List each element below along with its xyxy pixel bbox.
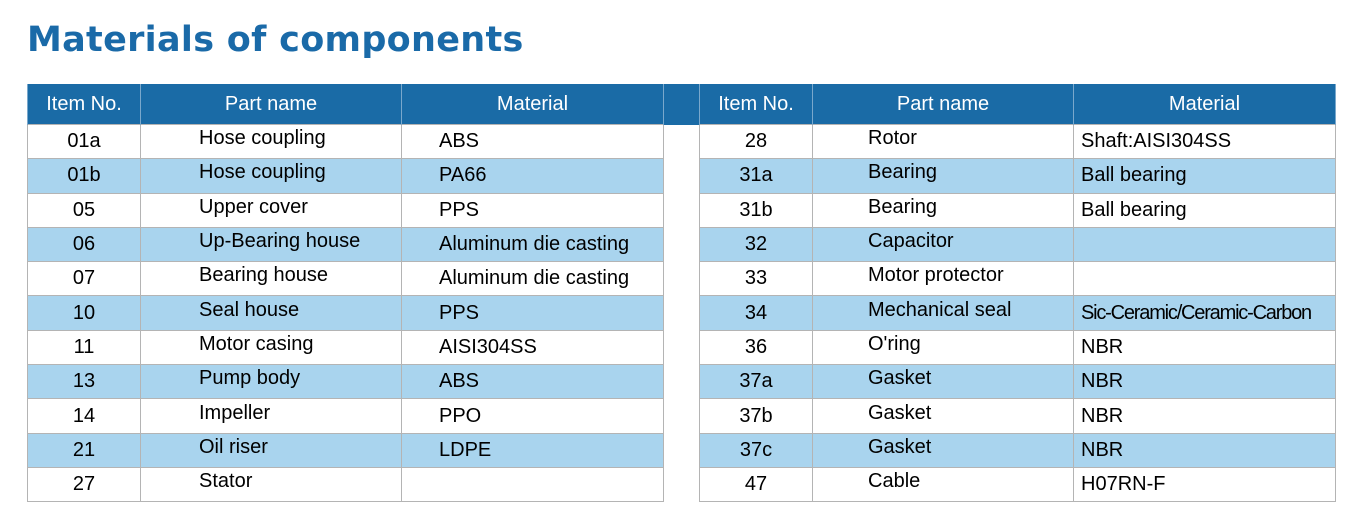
part-name-text: Pump body bbox=[199, 367, 301, 390]
item-no-cell: 13 bbox=[28, 365, 141, 399]
table-row bbox=[28, 125, 664, 159]
part-name-cell bbox=[141, 365, 402, 399]
material-cell: ABS bbox=[402, 365, 664, 399]
header-part-name: Part name bbox=[813, 84, 1074, 125]
material-cell: PA66 bbox=[402, 159, 664, 193]
table-row bbox=[700, 125, 1336, 159]
item-no-cell: 28 bbox=[700, 125, 813, 159]
material-cell bbox=[1074, 227, 1336, 261]
page-title: Materials of components bbox=[27, 20, 524, 60]
item-no-cell: 01b bbox=[28, 159, 141, 193]
part-name-text: Bearing bbox=[868, 161, 937, 184]
part-name-cell bbox=[813, 433, 1074, 467]
item-no-cell: 05 bbox=[28, 193, 141, 227]
item-no-cell: 31a bbox=[700, 159, 813, 193]
part-name-text: Upper cover bbox=[199, 195, 308, 218]
table-header-row bbox=[28, 84, 664, 125]
table-row bbox=[28, 262, 664, 296]
part-name-text: Bearing house bbox=[199, 264, 328, 287]
table-row bbox=[700, 433, 1336, 467]
table-row bbox=[700, 227, 1336, 261]
table-row bbox=[28, 330, 664, 364]
part-name-text: O'ring bbox=[868, 332, 921, 355]
item-no-cell: 06 bbox=[28, 227, 141, 261]
material-cell: NBR bbox=[1074, 330, 1336, 364]
item-no-cell: 14 bbox=[28, 399, 141, 433]
part-name-text: Impeller bbox=[199, 401, 271, 424]
table-row bbox=[28, 227, 664, 261]
table-row bbox=[700, 365, 1336, 399]
part-name-text: Stator bbox=[199, 470, 253, 493]
material-cell: NBR bbox=[1074, 399, 1336, 433]
part-name-text: Cable bbox=[868, 470, 921, 493]
material-cell: H07RN-F bbox=[1074, 467, 1336, 501]
material-cell bbox=[1074, 262, 1336, 296]
part-name-cell bbox=[141, 262, 402, 296]
part-name-cell bbox=[813, 467, 1074, 501]
material-cell: NBR bbox=[1074, 433, 1336, 467]
header-item-no: Item No. bbox=[700, 84, 813, 125]
table-row bbox=[700, 399, 1336, 433]
part-name-cell bbox=[813, 125, 1074, 159]
part-name-cell bbox=[813, 330, 1074, 364]
item-no-cell: 37c bbox=[700, 433, 813, 467]
item-no-cell: 10 bbox=[28, 296, 141, 330]
material-cell: PPS bbox=[402, 296, 664, 330]
header-part-name: Part name bbox=[141, 84, 402, 125]
part-name-text: Motor casing bbox=[199, 332, 314, 355]
item-no-cell: 47 bbox=[700, 467, 813, 501]
table-row bbox=[700, 262, 1336, 296]
part-name-cell bbox=[141, 159, 402, 193]
material-cell bbox=[1074, 296, 1336, 330]
part-name-cell bbox=[141, 227, 402, 261]
material-cell: AISI304SS bbox=[402, 330, 664, 364]
part-name-text: Motor protector bbox=[868, 264, 1004, 287]
material-cell: PPS bbox=[402, 193, 664, 227]
part-name-text: Seal house bbox=[199, 298, 300, 321]
item-no-cell: 34 bbox=[700, 296, 813, 330]
material-cell: Ball bearing bbox=[1074, 193, 1336, 227]
item-no-cell: 31b bbox=[700, 193, 813, 227]
part-name-text: Gasket bbox=[868, 401, 932, 424]
table-row bbox=[700, 296, 1336, 330]
material-cell bbox=[402, 467, 664, 501]
table-header-separator bbox=[663, 84, 699, 125]
table-row bbox=[28, 193, 664, 227]
item-no-cell: 37a bbox=[700, 365, 813, 399]
material-cell: Ball bearing bbox=[1074, 159, 1336, 193]
part-name-text: Hose coupling bbox=[199, 161, 326, 184]
item-no-cell: 32 bbox=[700, 227, 813, 261]
material-cell: Shaft:AISI304SS bbox=[1074, 125, 1336, 159]
part-name-text: Oil riser bbox=[199, 435, 268, 458]
materials-table-left bbox=[27, 84, 664, 502]
table-row bbox=[28, 433, 664, 467]
part-name-text: Gasket bbox=[868, 367, 932, 390]
item-no-cell: 37b bbox=[700, 399, 813, 433]
materials-table-right bbox=[699, 84, 1336, 502]
item-no-cell: 11 bbox=[28, 330, 141, 364]
table-row bbox=[700, 193, 1336, 227]
header-material: Material bbox=[1074, 84, 1336, 125]
part-name-text: Rotor bbox=[868, 127, 917, 150]
material-cell: PPO bbox=[402, 399, 664, 433]
part-name-cell bbox=[813, 227, 1074, 261]
part-name-cell bbox=[813, 159, 1074, 193]
item-no-cell: 27 bbox=[28, 467, 141, 501]
table-row bbox=[28, 467, 664, 501]
header-item-no: Item No. bbox=[28, 84, 141, 125]
part-name-cell bbox=[141, 399, 402, 433]
part-name-cell bbox=[813, 296, 1074, 330]
header-material: Material bbox=[402, 84, 664, 125]
part-name-text: Mechanical seal bbox=[868, 298, 1012, 321]
table-row bbox=[28, 296, 664, 330]
table-header-row bbox=[700, 84, 1336, 125]
part-name-text: Up-Bearing house bbox=[199, 230, 361, 253]
item-no-cell: 21 bbox=[28, 433, 141, 467]
item-no-cell: 07 bbox=[28, 262, 141, 296]
part-name-cell bbox=[813, 193, 1074, 227]
part-name-cell bbox=[813, 262, 1074, 296]
part-name-cell bbox=[813, 365, 1074, 399]
table-row bbox=[700, 159, 1336, 193]
material-cell: LDPE bbox=[402, 433, 664, 467]
part-name-text: Bearing bbox=[868, 195, 937, 218]
part-name-cell bbox=[141, 296, 402, 330]
item-no-cell: 36 bbox=[700, 330, 813, 364]
material-cell: ABS bbox=[402, 125, 664, 159]
part-name-cell bbox=[141, 467, 402, 501]
part-name-cell bbox=[141, 433, 402, 467]
part-name-cell bbox=[813, 399, 1074, 433]
material-cell: NBR bbox=[1074, 365, 1336, 399]
material-cell: Aluminum die casting bbox=[402, 227, 664, 261]
item-no-cell: 33 bbox=[700, 262, 813, 296]
table-row bbox=[28, 399, 664, 433]
table-row bbox=[28, 159, 664, 193]
table-row bbox=[700, 467, 1336, 501]
part-name-cell bbox=[141, 330, 402, 364]
material-cell: Aluminum die casting bbox=[402, 262, 664, 296]
part-name-text: Capacitor bbox=[868, 230, 954, 253]
part-name-cell bbox=[141, 193, 402, 227]
item-no-cell: 01a bbox=[28, 125, 141, 159]
part-name-text: Gasket bbox=[868, 435, 932, 458]
part-name-cell bbox=[141, 125, 402, 159]
table-row bbox=[700, 330, 1336, 364]
material-text: Sic-Ceramic/Ceramic-Carbon bbox=[1081, 301, 1311, 324]
part-name-text: Hose coupling bbox=[199, 127, 326, 150]
table-row bbox=[28, 365, 664, 399]
